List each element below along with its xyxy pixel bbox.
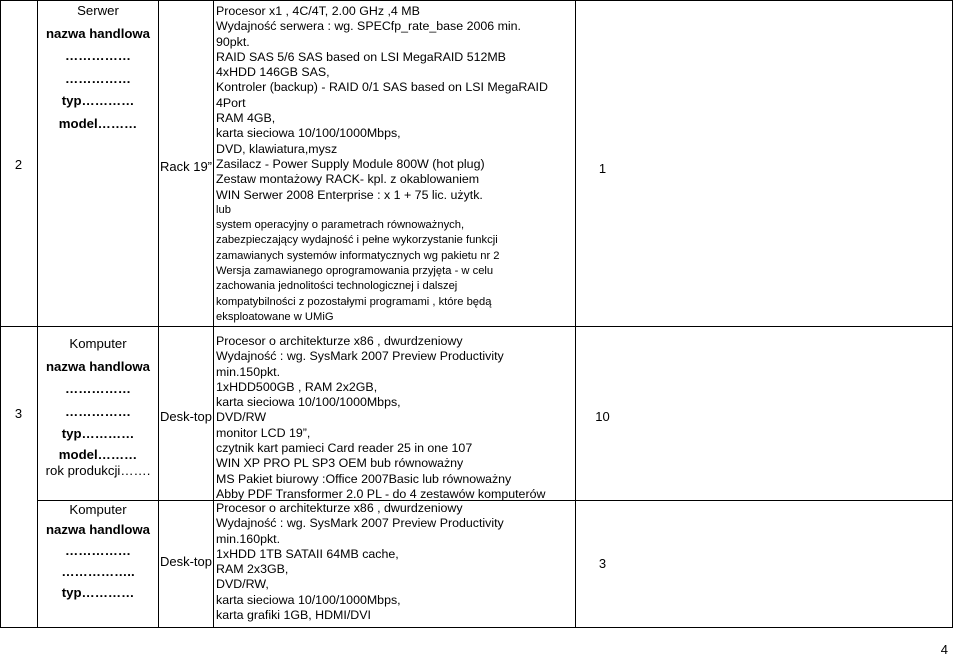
spec-line: Procesor o architekturze x86 , dwurdzeniowy	[216, 334, 463, 348]
quantity: 10	[595, 409, 610, 424]
spec-line: karta sieciowa 10/100/1000Mbps,	[216, 126, 401, 141]
model-label: model………	[58, 446, 138, 462]
spec-line: RAM 2x3GB,	[216, 562, 289, 577]
form-factor: Rack 19”	[159, 159, 213, 174]
spec-line: Wydajność : wg. SysMark 2007 Preview Productivity	[216, 516, 504, 531]
form-factor: Desk-top	[159, 409, 213, 424]
spec-line: czytnik kart pamieci Card reader 25 in one 107	[216, 441, 473, 456]
spec-line: eksploatowane w UMiG	[216, 310, 334, 323]
spec-line: zachowania jednolitości technologicznej i dalszej	[216, 280, 458, 293]
spec-line: WIN XP PRO PL SP3 OEM bub równoważny	[216, 456, 464, 471]
spec-line: Wydajność : wg. SysMark 2007 Preview Productivity	[216, 349, 504, 364]
spec-line: zabezpieczający wydajność i pełne wykorzystanie funkcji	[216, 234, 498, 247]
spec-line: Zasilacz - Power Supply Module 800W (hot plug)	[216, 156, 485, 171]
product-name-cell	[38, 333, 158, 478]
spec-line: karta sieciowa 10/100/1000Mbps,	[216, 395, 401, 410]
spec-line: karta grafiki 1GB, HDMI/DVI	[216, 608, 371, 623]
spec-line: Kontroler (backup) - RAID 0/1 SAS based on LSI MegaRAID	[216, 80, 548, 95]
spec-list	[216, 334, 545, 502]
spec-line: RAM 4GB,	[216, 111, 276, 126]
spec-line: WIN Serwer 2008 Enterprise : x 1 + 75 lic. użytk.	[216, 187, 483, 202]
spec-line: 4Port	[216, 95, 246, 110]
model-label: model………	[58, 115, 138, 131]
product-category: Komputer	[69, 336, 127, 351]
spec-line: lub	[216, 203, 231, 216]
spec-line: Wersja zamawianego oprogramowania przyjęta - w celu	[216, 265, 494, 278]
spec-line: Abby PDF Transformer 2.0 PL - do 4 zestawów komputerów	[216, 486, 546, 501]
spec-line: kompatybilności z pozostałymi programami , które będą	[216, 295, 492, 308]
spec-line: Zestaw montażowy RACK- kpl. z okablowaniem	[216, 172, 480, 187]
trade-name-dots: ……………	[65, 70, 131, 86]
spec-line: min.160pkt.	[216, 531, 281, 546]
spec-line: Procesor x1 , 4C/4T, 2.00 GHz ,4 MB	[216, 4, 420, 18]
spec-line: DVD/RW	[216, 410, 267, 425]
type-label: typ…………	[61, 93, 135, 109]
spec-line: karta sieciowa 10/100/1000Mbps,	[216, 592, 401, 607]
row-number: 2	[14, 157, 23, 172]
trade-name-label: nazwa handlowa	[45, 522, 151, 537]
spec-line: MS Pakiet biurowy :Office 2007Basic lub równoważny	[216, 471, 512, 486]
spec-line: min.150pkt.	[216, 364, 281, 379]
table-border-bottom	[0, 627, 953, 628]
col-divider	[213, 0, 214, 628]
table-border-left	[0, 0, 1, 628]
spec-line: 90pkt.	[216, 34, 250, 49]
product-category: Serwer	[77, 3, 119, 18]
spec-line: 4xHDD 146GB SAS,	[216, 65, 330, 80]
spec-list	[216, 501, 504, 623]
product-name-cell	[38, 0, 158, 136]
trade-name-label: nazwa handlowa	[45, 25, 151, 41]
row-divider	[0, 326, 953, 327]
spec-line: zamawianych systemów informatycznych wg pakietu nr 2	[216, 249, 500, 262]
quantity: 3	[598, 556, 607, 571]
trade-name-dots: ……………	[65, 403, 131, 419]
trade-name-label: nazwa handlowa	[45, 358, 151, 374]
product-name-cell	[38, 501, 158, 603]
spec-line: DVD, klawiatura,mysz	[216, 141, 338, 156]
product-category: Komputer	[69, 502, 127, 517]
table-border-right	[952, 0, 953, 628]
spec-line: RAID SAS 5/6 SAS based on LSI MegaRAID 512MB	[216, 49, 506, 64]
spec-line: monitor LCD 19”,	[216, 425, 311, 440]
col-divider	[575, 0, 576, 628]
spec-list	[216, 4, 548, 325]
quantity: 1	[598, 161, 607, 176]
trade-name-dots: ……………	[65, 543, 131, 558]
trade-name-dots: ……………	[65, 381, 131, 397]
spec-line: system operacyjny o parametrach równoważnych,	[216, 219, 465, 232]
trade-name-dots: ……………..	[61, 564, 135, 579]
form-factor: Desk-top	[159, 554, 213, 569]
row-number: 3	[14, 406, 23, 421]
spec-line: DVD/RW,	[216, 577, 269, 592]
spec-line: 1xHDD500GB , RAM 2x2GB,	[216, 379, 378, 394]
spec-line: 1xHDD 1TB SATAII 64MB cache,	[216, 546, 399, 561]
spec-line: Procesor o architekturze x86 , dwurdzeniowy	[216, 501, 463, 515]
type-label: typ…………	[61, 426, 135, 442]
spec-line: Wydajność serwera : wg. SPECfp_rate_base 2006 min.	[216, 19, 521, 34]
page-number: 4	[940, 642, 948, 657]
col-divider	[158, 0, 159, 628]
trade-name-dots: ……………	[65, 48, 131, 64]
type-label: typ…………	[61, 585, 135, 600]
production-year-label: rok produkcji…….	[45, 462, 151, 478]
